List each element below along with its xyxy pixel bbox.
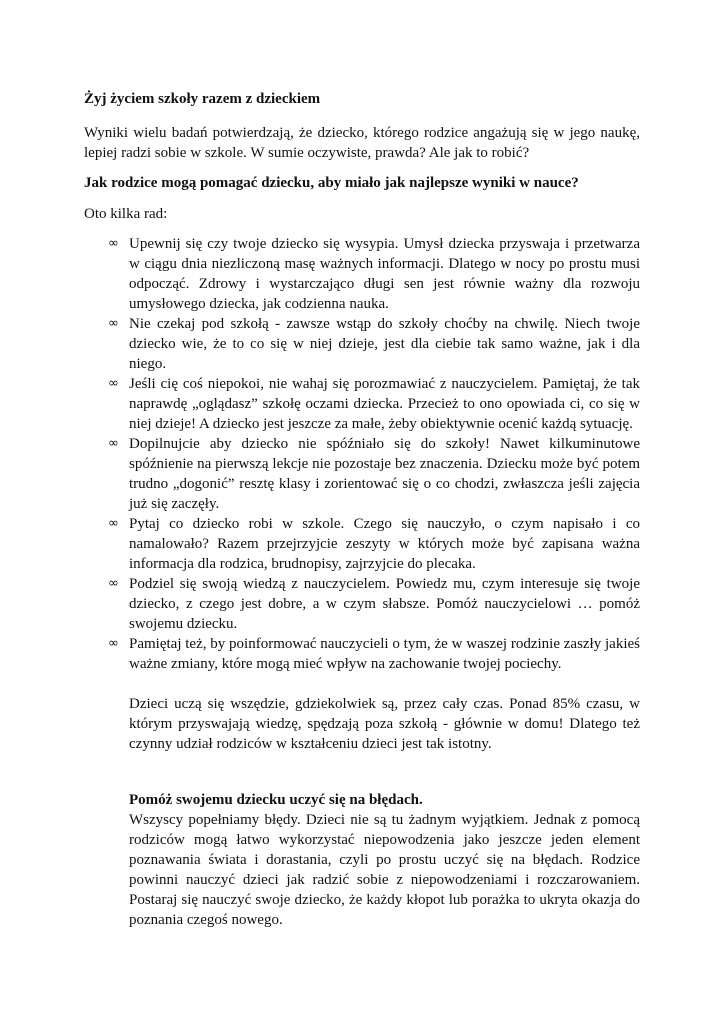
section-heading: Pomóż swojemu dziecku uczyć się na błędach. xyxy=(129,792,423,808)
conclusion-paragraph: Dzieci uczą się wszędzie, gdziekolwiek są, przez cały czas. Ponad 85% czasu, w którym przyswajają wiedzę, spędzają poza szkołą - głównie w domu! Dlatego też czynny udział rodziców w kształceniu dzieci jest tak istotny. xyxy=(129,696,640,752)
intro-paragraph: Wyniki wielu badań potwierdzają, że dziecko, którego rodzice angażują się w jego naukę, lepiej radzi sobie w szkole. W sumie oczywiste, prawda? Ale jak to robić? xyxy=(84,125,640,161)
tips-list xyxy=(84,234,640,674)
list-item xyxy=(84,634,640,674)
infinity-bullet-icon: ∞ xyxy=(108,516,119,531)
document-title: Żyj życiem szkoły razem z dzieckiem xyxy=(84,91,321,107)
list-item xyxy=(84,574,640,634)
list-item xyxy=(84,434,640,514)
tip-text: Upewnij się czy twoje dziecko się wysypia. Umysł dziecka przyswaja i przetwarza w ciągu dnia niezliczoną masę ważnych informacji. Dlatego w nocy po prostu musi odpocząć. Zdrowy i wystarczająco długi sen jest równie ważny dla rozwoju umysłowego dziecka, jak codzienna nauka. xyxy=(129,236,640,312)
list-item xyxy=(84,514,640,574)
tip-text: Podziel się swoją wiedzą z nauczycielem. Powiedz mu, czym interesuje się twoje dziecko, z czego jest dobre, a w czym słabsze. Pomóż nauczycielowi … pomóż swojemu dziecku. xyxy=(129,576,640,632)
question-heading: Jak rodzice mogą pomagać dziecku, aby miało jak najlepsze wyniki w nauce? xyxy=(84,175,579,191)
tip-text: Dopilnujcie aby dziecko nie spóźniało się do szkoły! Nawet kilkuminutowe spóźnienie na pierwszą lekcje nie pozostaje bez znaczenia. Dziecku może być potem trudno „dogonić” resztę klasy i zorientować się o co chodzi, zwłaszcza jeśli zajęcia już się zaczęły. xyxy=(129,436,640,512)
list-item xyxy=(84,374,640,434)
tip-text: Pytaj co dziecko robi w szkole. Czego się nauczyło, o czym napisało i co namalowało? Razem przejrzyjcie zeszyty w których może być zapisana ważna informacja dla rodzica, brudnopisy, zajrzyjcie do plecaka. xyxy=(129,516,640,572)
tip-text: Nie czekaj pod szkołą - zawsze wstąp do szkoły choćby na chwilę. Niech twoje dziecko wie, że to co się w niej dzieje, jest dla ciebie tak samo ważne, jak i dla niego. xyxy=(129,316,640,372)
infinity-bullet-icon: ∞ xyxy=(108,636,119,651)
list-item xyxy=(84,314,640,374)
section-paragraph: Wszyscy popełniamy błędy. Dzieci nie są tu żadnym wyjątkiem. Jednak z pomocą rodziców mogą łatwo wykorzystać niepowodzenia jako jeszcze jeden element poznawania świata i dorastania, czyli po prostu uczyć się na błędach. Rodzice powinni nauczyć dzieci jak radzić sobie z niepowodzeniami i rozczarowaniem. Postaraj się nauczyć swoje dziecko, że każdy kłopot lub porażka to ukryta okazja do poznania czegoś nowego. xyxy=(129,812,640,928)
infinity-bullet-icon: ∞ xyxy=(108,576,119,591)
infinity-bullet-icon: ∞ xyxy=(108,376,119,391)
tip-text: Jeśli cię coś niepokoi, nie wahaj się porozmawiać z nauczycielem. Pamiętaj, że tak naprawdę „oglądasz” szkołę oczami dziecka. Przecież to ono opowiada ci, co się w niej dzieje! A dziecko jest jeszcze za małe, żeby obiektywnie ocenić każdą sytuację. xyxy=(129,376,640,432)
infinity-bullet-icon: ∞ xyxy=(108,436,119,451)
infinity-bullet-icon: ∞ xyxy=(108,316,119,331)
list-item xyxy=(84,234,640,314)
tip-text: Pamiętaj też, by poinformować nauczycieli o tym, że w waszej rodzinie zaszły jakieś ważne zmiany, które mogą mieć wpływ na zachowanie twojej pociechy. xyxy=(129,636,640,672)
tips-lead: Oto kilka rad: xyxy=(84,206,168,222)
infinity-bullet-icon: ∞ xyxy=(108,236,119,251)
